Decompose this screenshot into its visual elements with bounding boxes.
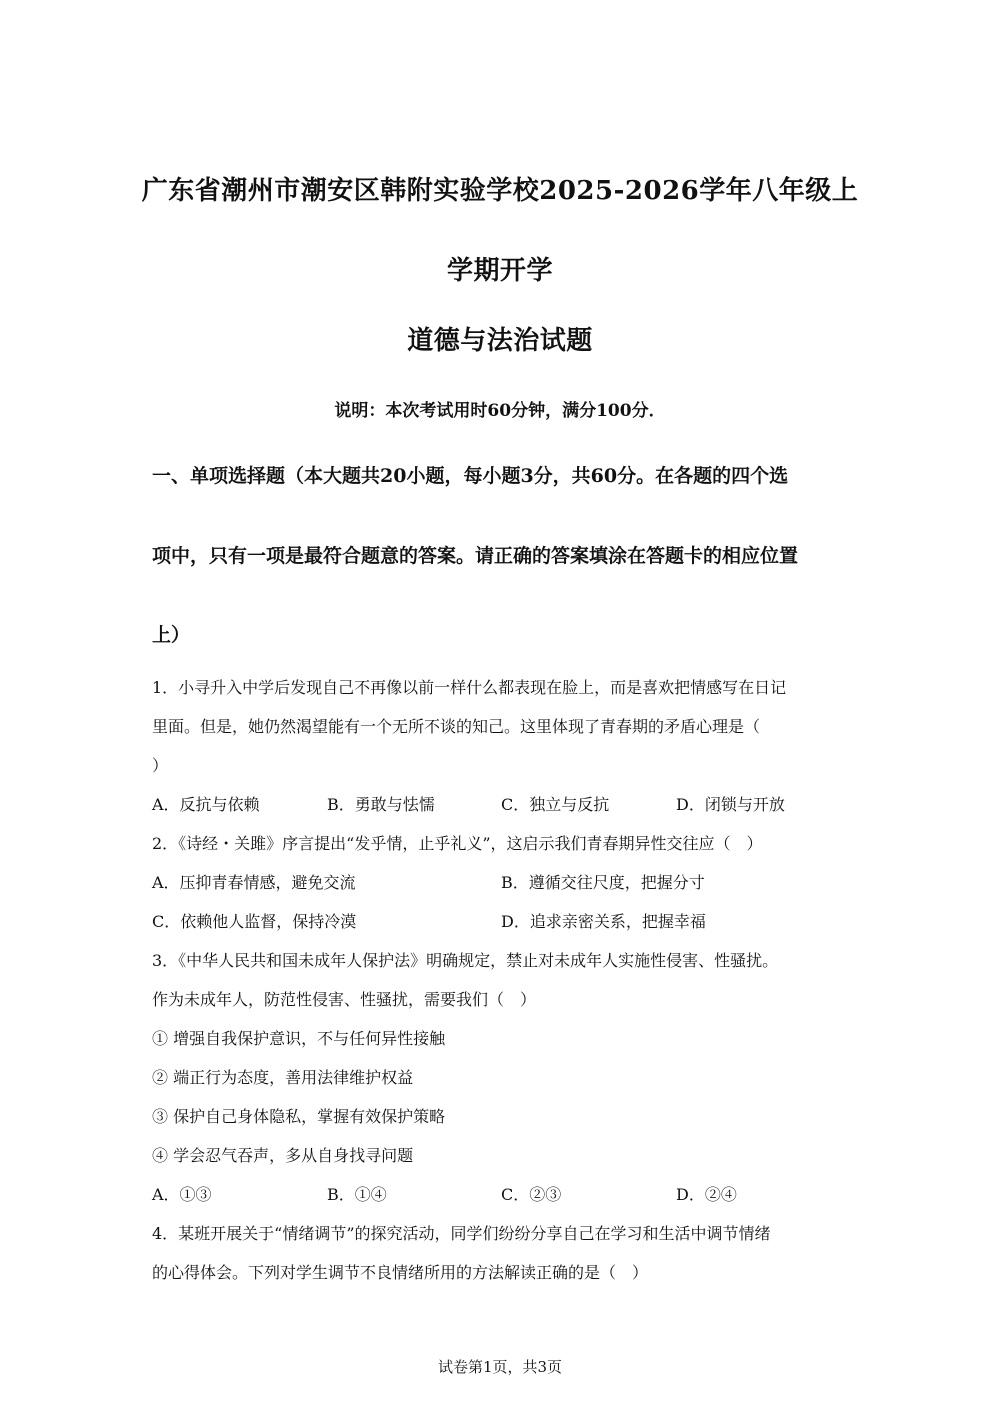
question-3-item-4: ④ 学会忍气吞声，多从自身找寻问题 [152,1146,414,1165]
exam-title-line2: 学期开学 [446,256,553,286]
page-footer: 试卷第1页，共3页 [437,1358,563,1376]
question-1-text-line1: 1．小寻升入中学后发现自己不再像以前一样什么都表现在脸上，而是喜欢把情感写在日记 [152,678,787,697]
question-3-option-a: A．①③ [152,1185,212,1204]
question-1-text-line3: ） [152,756,169,775]
question-4-text-line2: 的心得体会。下列对学生调节不良情绪所用的方法解读正确的是（ ） [152,1263,649,1282]
question-2-option-b: B．遵循交往尺度，把握分寸 [501,873,705,892]
question-1-option-c: C．独立与反抗 [501,795,610,814]
question-3-option-b: B．①④ [327,1185,387,1204]
question-1-text-line2: 里面。但是，她仍然渴望能有一个无所不谈的知己。这里体现了青春期的矛盾心理是（ [152,717,761,736]
question-3-option-d: D．②④ [676,1185,737,1204]
section-heading-line2: 项中，只有一项是最符合题意的答案。请正确的答案填涂在答题卡的相应位置 [152,545,799,567]
exam-note: 说明：本次考试用时60分钟，满分100分． [334,401,666,421]
question-1-option-d: D．闭锁与开放 [676,795,785,814]
question-3-item-2: ② 端正行为态度，善用法律维护权益 [152,1068,414,1087]
section-heading-line3: 上） [152,624,191,646]
question-1-option-a: A．反抗与依赖 [152,795,260,814]
question-2-option-c: C．依赖他人监督，保持冷漠 [152,912,357,931]
question-1-option-b: B．勇敢与怯懦 [327,795,435,814]
question-3-item-1: ① 增强自我保护意识，不与任何异性接触 [152,1029,446,1048]
question-2-text-line1: 2．《诗经・关雎》序言提出“发乎情，止乎礼义”，这启示我们青春期异性交往应（ ） [152,834,763,853]
exam-title-line1: 广东省潮州市潮安区韩附实验学校2025-2026学年八年级上 [141,176,859,206]
question-4-text-line1: 4．某班开展关于“情绪调节”的探究活动，同学们纷纷分享自己在学习和生活中调节情绪 [152,1224,771,1243]
question-3-item-3: ③ 保护自己身体隐私，掌握有效保护策略 [152,1107,446,1126]
question-2-option-a: A．压抑青春情感，避免交流 [152,873,356,892]
question-3-text-line1: 3．《中华人民共和国未成年人保护法》明确规定，禁止对未成年人实施性侵害、性骚扰。 [152,951,779,970]
question-2-option-d: D．追求亲密关系，把握幸福 [501,912,706,931]
section-heading-line1: 一、单项选择题（本大题共20小题，每小题3分，共60分。在各题的四个选 [152,465,789,487]
question-3-text-line2: 作为未成年人，防范性侵害、性骚扰，需要我们（ ） [152,990,537,1009]
question-3-option-c: C．②③ [501,1185,562,1204]
subject-title: 道德与法治试题 [407,326,593,356]
